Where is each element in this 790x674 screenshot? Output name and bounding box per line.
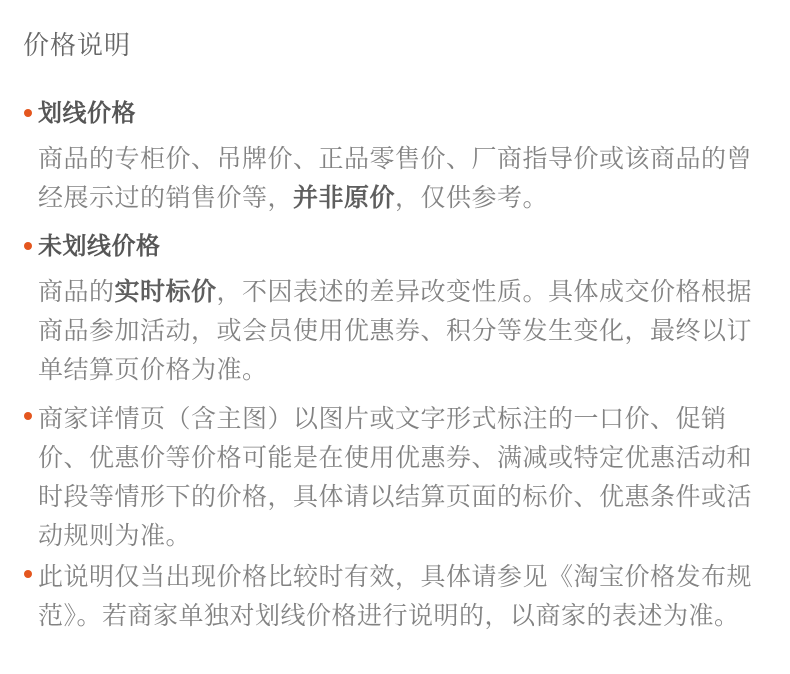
body-text-segment: 商品的专柜价、吊牌价、正品零售价、厂商指导价或该商品的曾经展示过的销售价等， <box>38 145 753 212</box>
section-body <box>38 400 754 556</box>
section-body <box>38 140 754 218</box>
section-validity-note <box>38 558 754 636</box>
section-heading: 划线价格 <box>38 100 136 127</box>
body-text-segment: 此说明仅当出现价格比较时有效，具体请参见《淘宝价格发布规范》。若商家单独对划线价格进行说明的，以商家的表述为准。 <box>38 563 753 630</box>
section-heading: 未划线价格 <box>38 233 161 260</box>
body-text-segment: 商品的 <box>38 278 115 306</box>
bullet-dot <box>24 242 32 250</box>
bullet-dot <box>24 412 32 420</box>
bullet-dot <box>24 570 32 578</box>
page-title: 价格说明 <box>23 30 132 60</box>
section-merchant-detail-note <box>38 400 754 556</box>
body-text-segment: ，不因表述的差异改变性质。具体成交价格根据商品参加活动，或会员使用优惠券、积分等发生变化，最终以订单结算页价格为准。 <box>38 278 753 384</box>
body-text-segment: ，仅供参考。 <box>395 184 549 212</box>
body-text-segment: 商家详情页（含主图）以图片或文字形式标注的一口价、促销价、优惠价等价格可能是在使用优惠券、满减或特定优惠活动和时段等情形下的价格，具体请以结算页面的标价、优惠条件或活动规则为准。 <box>38 405 753 550</box>
section-body <box>38 273 754 390</box>
section-unstriked-price <box>38 230 754 390</box>
bullet-dot <box>24 109 32 117</box>
section-body <box>38 558 754 636</box>
emphasis-text: 并非原价 <box>293 184 396 212</box>
section-striked-price <box>38 97 754 218</box>
emphasis-text: 实时标价 <box>114 278 217 306</box>
